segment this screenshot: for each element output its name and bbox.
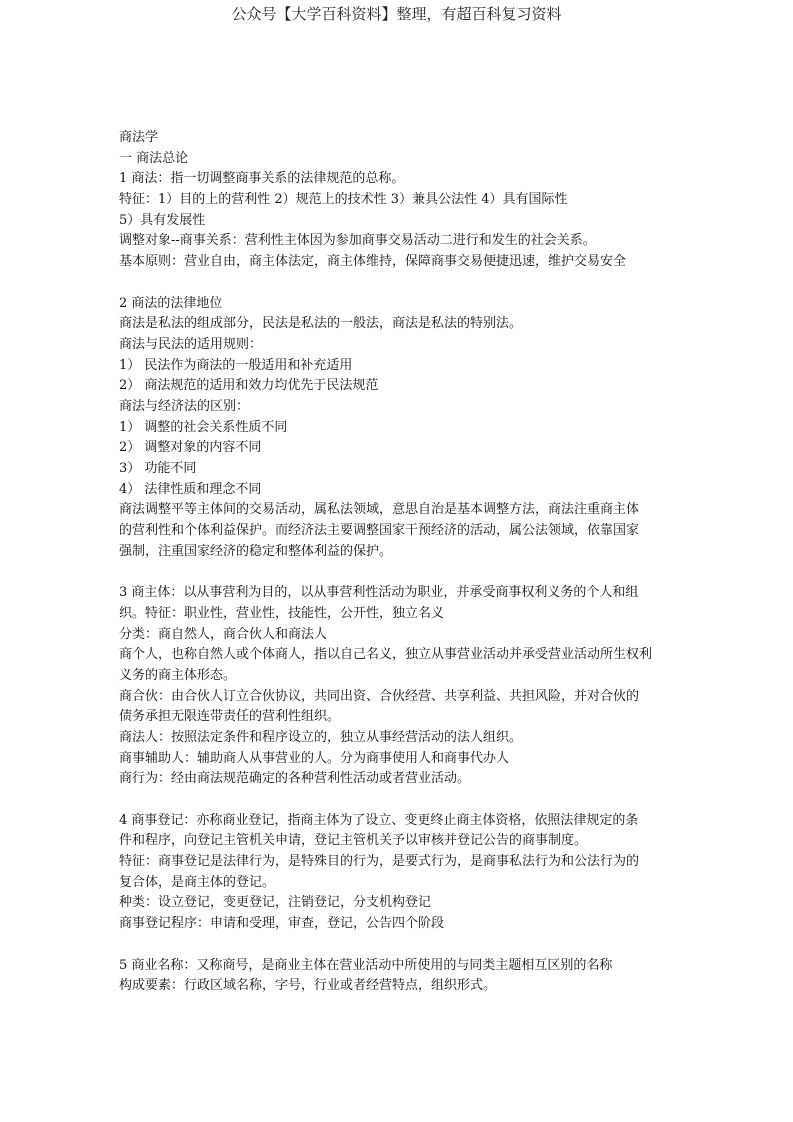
text-line: 义务的商主体形态。 bbox=[119, 667, 237, 683]
text-line: 商法与民法的适用规则： bbox=[119, 336, 263, 352]
document-body bbox=[119, 128, 685, 997]
text-line: 2） 商法规范的适用和效力均优先于民法规范 bbox=[119, 378, 379, 394]
text-line: 商合伙：由合伙人订立合伙协议，共同出资、合伙经营、共享利益、共担风险，并对合伙的 bbox=[119, 688, 640, 704]
text-line: 4） 法律性质和理念不同 bbox=[119, 481, 262, 497]
blank-line bbox=[119, 935, 685, 956]
blank-line bbox=[119, 562, 685, 583]
text-line: 1 商法：指一切调整商事关系的法律规范的总称。 bbox=[119, 171, 405, 187]
text-line: 基本原则：营业自由，商主体法定，商主体维持，保障商事交易便捷迅速，维护交易安全 bbox=[119, 254, 627, 270]
text-line: 1） 民法作为商法的一般适用和补充适用 bbox=[119, 357, 353, 373]
text-line: 3 商主体：以从事营利为目的，以从事营利性活动为职业，并承受商事权利义务的个人和组 bbox=[119, 585, 639, 601]
text-line: 商法是私法的组成部分，民法是私法的一般法，商法是私法的特别法。 bbox=[119, 316, 523, 332]
text-line: 商行为：经由商法规范确定的各种营利性活动或者营业活动。 bbox=[119, 771, 471, 787]
text-line: 商法调整平等主体间的交易活动，属私法领域，意思自治是基本调整方法，商法注重商主体 bbox=[119, 502, 640, 518]
text-line: 商事辅助人：辅助商人从事营业的人。分为商事使用人和商事代办人 bbox=[119, 750, 510, 766]
text-line: 特征：1）目的上的营利性 2）规范上的技术性 3）兼具公法性 4）具有国际性 bbox=[119, 192, 568, 208]
text-line: 5 商业名称：又称商号，是商业主体在营业活动中所使用的与同类主题相互区别的名称 bbox=[119, 957, 613, 973]
text-line: 种类：设立登记，变更登记，注销登记，分支机构登记 bbox=[119, 895, 432, 911]
text-line: 4 商事登记：亦称商业登记，指商主体为了设立、变更终止商主体资格，依照法律规定的条 bbox=[119, 812, 639, 828]
text-line: 2 商法的法律地位 bbox=[119, 295, 223, 311]
text-line: 特征：商事登记是法律行为，是特殊目的行为，是要式行为，是商事私法行为和公法行为的 bbox=[119, 854, 640, 870]
text-line: 一 商法总论 bbox=[119, 150, 189, 166]
text-line: 构成要素：行政区域名称，字号，行业或者经营特点，组织形式。 bbox=[119, 978, 497, 994]
text-line: 件和程序，向登记主管机关申请，登记主管机关予以审核并登记公告的商事制度。 bbox=[119, 833, 588, 849]
text-line: 强制，注重国家经济的稳定和整体利益的保护。 bbox=[119, 543, 393, 559]
text-line: 债务承担无限连带责任的营利性组织。 bbox=[119, 709, 341, 725]
page-header: 公众号【大学百科资料】整理，有超百科复习资料 bbox=[231, 5, 562, 23]
text-line: 2） 调整对象的内容不同 bbox=[119, 440, 262, 456]
text-line: 1） 调整的社会关系性质不同 bbox=[119, 419, 288, 435]
text-line: 分类：商自然人，商合伙人和商法人 bbox=[119, 626, 328, 642]
blank-line bbox=[119, 273, 685, 294]
text-line: 商个人，也称自然人或个体商人，指以自己名义，独立从事营业活动并承受营业活动所生权利 bbox=[119, 647, 653, 663]
text-line: 5）具有发展性 bbox=[119, 212, 206, 228]
text-line: 复合体，是商主体的登记。 bbox=[119, 874, 276, 890]
text-line: 商事登记程序：申请和受理，审查，登记，公告四个阶段 bbox=[119, 916, 445, 932]
text-line: 商法人：按照法定条件和程序设立的，独立从事经营活动的法人组织。 bbox=[119, 729, 523, 745]
text-line: 商法学 bbox=[119, 130, 159, 145]
text-line: 调整对象--商事关系：营利性主体因为参加商事交易活动二进行和发生的社会关系。 bbox=[119, 233, 596, 249]
text-line: 的营利性和个体利益保护。而经济法主要调整国家干预经济的活动，属公法领域，依靠国家 bbox=[119, 523, 640, 539]
text-line: 商法与经济法的区别： bbox=[119, 398, 250, 414]
text-line: 3） 功能不同 bbox=[119, 461, 197, 476]
text-line: 织。特征：职业性，营业性，技能性，公开性，独立名义 bbox=[119, 605, 445, 621]
blank-line bbox=[119, 790, 685, 811]
